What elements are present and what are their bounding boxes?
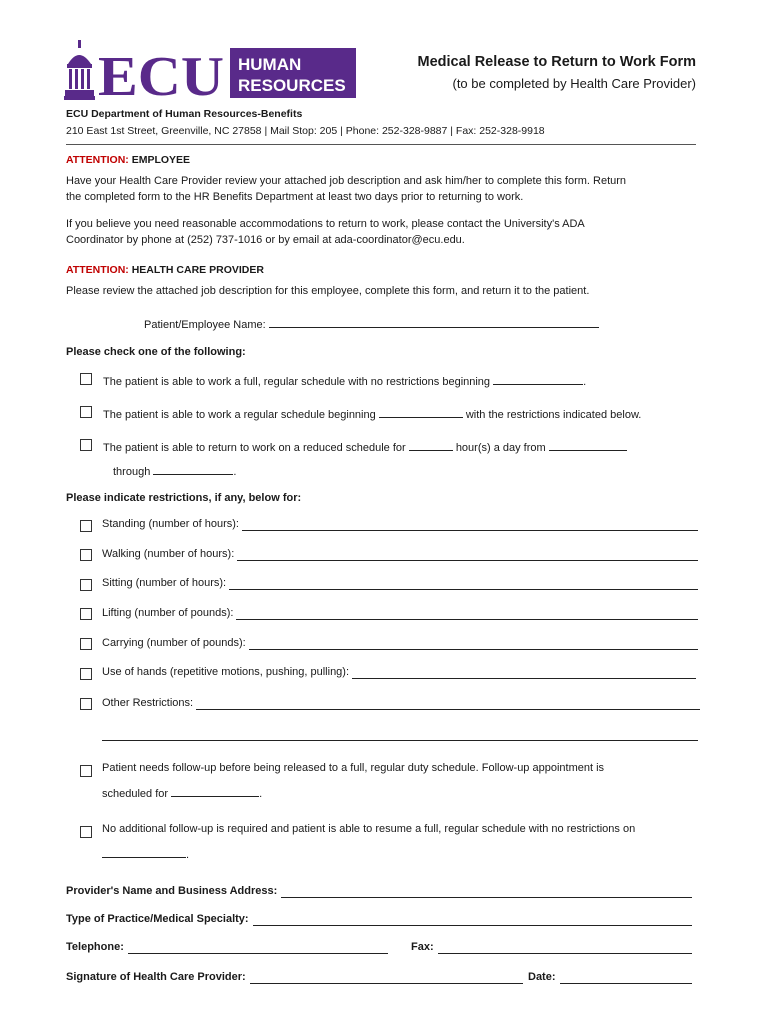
restriction-lifting: Lifting (number of pounds): <box>102 607 698 620</box>
cupola-icon <box>64 40 95 100</box>
restriction-sitting: Sitting (number of hours): <box>102 577 698 590</box>
provider-name-address-row: Provider's Name and Business Address: <box>66 885 692 898</box>
option-restricted-schedule-checkbox[interactable] <box>80 406 92 418</box>
restriction-standing-checkbox[interactable] <box>80 520 92 532</box>
restriction-walking-field[interactable] <box>237 548 698 561</box>
date-row: Date: <box>528 971 692 984</box>
provider-name-address-field[interactable] <box>281 885 692 898</box>
followup-needed-checkbox[interactable] <box>80 765 92 777</box>
option-full-schedule-checkbox[interactable] <box>80 373 92 385</box>
restriction-walking: Walking (number of hours): <box>102 548 698 561</box>
restriction-sitting-field[interactable] <box>229 577 698 590</box>
reduced-hours-field[interactable] <box>409 438 453 451</box>
restriction-sitting-checkbox[interactable] <box>80 579 92 591</box>
followup-needed: Patient needs follow-up before being released to a full, regular duty schedule. Follow-up appointment is scheduled for . <box>102 762 605 800</box>
restriction-walking-checkbox[interactable] <box>80 549 92 561</box>
restriction-hands-checkbox[interactable] <box>80 668 92 680</box>
logo-badge-line1: HUMAN <box>238 55 302 74</box>
restriction-standing-field[interactable] <box>242 518 698 531</box>
no-followup-date-field[interactable] <box>102 845 186 858</box>
restriction-other-checkbox[interactable] <box>80 698 92 710</box>
department-name: ECU Department of Human Resources-Benefits <box>66 108 303 120</box>
practice-field[interactable] <box>253 913 692 926</box>
form-subtitle: (to be completed by Health Care Provider) <box>452 76 696 91</box>
option-reduced-through: through . <box>113 462 236 478</box>
date-field[interactable] <box>560 971 692 984</box>
fax-row: Fax: <box>411 941 692 954</box>
restriction-carrying-field[interactable] <box>249 637 698 650</box>
reduced-from-date-field[interactable] <box>549 438 627 451</box>
check-heading: Please check one of the following: <box>66 346 246 358</box>
ada-instructions: If you believe you need reasonable accommodations to return to work, please contact the University's ADA Coordinator by phone at (252) 737-1016 or by email at ada-coordinator@ecu.edu. <box>66 218 585 246</box>
option-reduced-schedule-checkbox[interactable] <box>80 439 92 451</box>
provider-attention-heading: ATTENTION: HEALTH CARE PROVIDER <box>66 264 264 276</box>
logo-badge-line2: RESOURCES <box>238 76 346 95</box>
restriction-other-field-line2[interactable] <box>102 728 698 741</box>
restriction-carrying-checkbox[interactable] <box>80 638 92 650</box>
restriction-lifting-field[interactable] <box>236 607 698 620</box>
form-title: Medical Release to Return to Work Form <box>417 54 696 70</box>
no-followup-checkbox[interactable] <box>80 826 92 838</box>
telephone-field[interactable] <box>128 941 388 954</box>
option-reduced-schedule: The patient is able to return to work on a reduced schedule for hour(s) a day from <box>103 438 627 454</box>
restriction-hands: Use of hands (repetitive motions, pushing, pulling): <box>102 666 696 679</box>
telephone-row: Telephone: <box>66 941 388 954</box>
fax-field[interactable] <box>438 941 692 954</box>
employee-instructions: Have your Health Care Provider review your attached job description and ask him/her to complete this form. Return the completed form to the HR Benefits Department at least two days prior to returning to work. <box>66 175 627 203</box>
restriction-standing: Standing (number of hours): <box>102 518 698 531</box>
practice-row: Type of Practice/Medical Specialty: <box>66 913 692 926</box>
employee-attention-heading: ATTENTION: EMPLOYEE <box>66 154 191 166</box>
followup-date-field[interactable] <box>171 784 259 797</box>
restriction-other: Other Restrictions: <box>102 697 700 710</box>
signature-field[interactable] <box>250 971 523 984</box>
option-full-schedule: The patient is able to work a full, regular schedule with no restrictions beginning . <box>103 372 586 388</box>
restriction-lifting-checkbox[interactable] <box>80 608 92 620</box>
signature-row: Signature of Health Care Provider: <box>66 971 523 984</box>
patient-name-row: Patient/Employee Name: <box>144 315 599 331</box>
header-divider <box>66 144 696 145</box>
reduced-through-date-field[interactable] <box>153 462 233 475</box>
full-schedule-date-field[interactable] <box>493 372 583 385</box>
department-address: 210 East 1st Street, Greenville, NC 27858 | Mail Stop: 205 | Phone: 252-328-9887 | Fax: 252-328-9918 <box>66 125 545 137</box>
restriction-hands-field[interactable] <box>352 666 696 679</box>
restriction-carrying: Carrying (number of pounds): <box>102 637 698 650</box>
ecu-hr-logo <box>64 38 360 102</box>
no-followup: No additional follow-up is required and patient is able to resume a full, regular schedule with no restrictions on . <box>102 823 636 861</box>
provider-instruction: Please review the attached job description for this employee, complete this form, and return it to the patient. <box>66 285 590 297</box>
restricted-schedule-date-field[interactable] <box>379 405 463 418</box>
restriction-other-field[interactable] <box>196 697 700 710</box>
restrictions-heading: Please indicate restrictions, if any, below for: <box>66 492 302 504</box>
option-restricted-schedule: The patient is able to work a regular schedule beginning with the restrictions indicated below. <box>103 405 641 421</box>
patient-name-field[interactable] <box>269 315 599 328</box>
logo-text: ECU <box>98 46 224 102</box>
